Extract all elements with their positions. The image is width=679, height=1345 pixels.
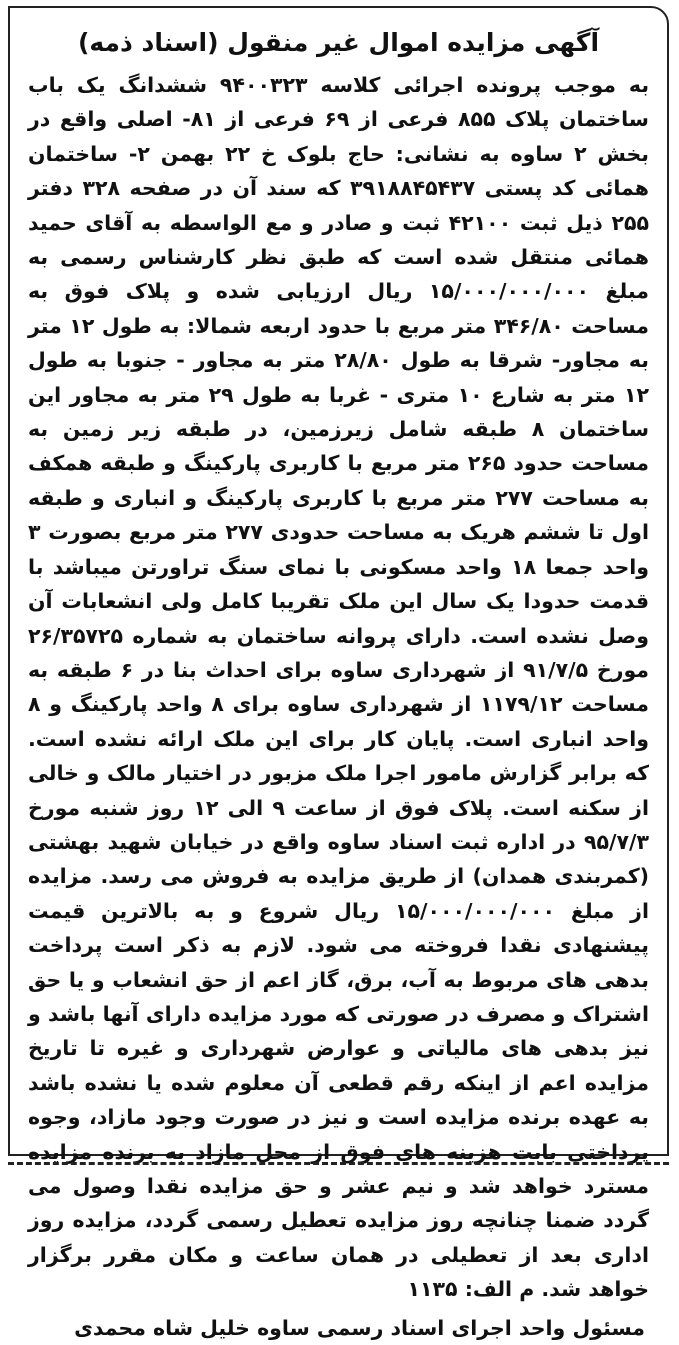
notice-body: به موجب پرونده اجرائی کلاسه ۹۴۰۰۳۲۳ ششدانگ یک باب ساختمان پلاک ۸۵۵ فرعی از ۶۹ فرعی از ۸۱- اصلی واقع در بخش ۲ ساوه به نشانی: حاج بلوک خ ۲۲ بهمن ۲- ساختمان همائی کد پستی ۳۹۱۸۸۴۵۴۳۷ که سند آن در صفحه ۳۲۸ دفتر ۲۵۵ ذیل ثبت ۴۲۱۰۰ ثبت و صادر و مع الواسطه به آقای حمید همائی منتقل شده است که طبق نظر کارشناس رسمی به مبلغ ۱۵/۰۰۰/۰۰۰/۰۰۰ ریال ارزیابی شده و پلاک فوق به مساحت ۳۴۶/۸۰ متر مربع با حدود اربعه شمالا: به طول ۱۲ متر به مجاور- شرقا به طول ۲۸/۸۰ متر به مجاور - جنوبا به طول ۱۲ متر به شارع ۱۰ متری - غربا به طول ۲۹ متر به مجاور این ساختمان ۸ طبقه شامل زیرزمین، در طبقه زیر زمین به مساحت حدود ۲۶۵ متر مربع با کاربری پارکینگ و طبقه همکف به مساحت ۲۷۷ متر مربع با کاربری پارکینگ و انباری و طبقه اول تا ششم هریک به مساحت حدودی ۲۷۷ متر مربع بصورت ۳ واحد جمعا ۱۸ واحد مسکونی با نمای سنگ تراورتن میباشد با قدمت حدودا یک سال این ملک تقریبا کامل ولی انشعابات آن وصل نشده است. دارای پروانه ساختمان به شماره ۲۶/۳۵۷۲۵ مورخ ۹۱/۷/۵ از شهرداری ساوه برای احداث بنا در ۶ طبقه به مساحت ۱۱۷۹/۱۲ از شهرداری ساوه برای ۸ واحد پارکینگ و ۸ واحد انباری است. پایان کار برای این ملک ارائه نشده است. که برابر گزارش مامور اجرا ملک مزبور در اختیار مالک و خالی از سکنه است. پلاک فوق از ساعت ۹ الی ۱۲ روز شنبه مورخ ۹۵/۷/۳ در اداره ثبت اسناد ساوه واقع در خیابان شهید بهشتی (کمربندی همدان) از طریق مزایده به فروش می رسد. مزایده از مبلغ ۱۵/۰۰۰/۰۰۰/۰۰۰ ریال شروع و به بالاترین قیمت پیشنهادی نقدا فروخته می شود. لازم به ذکر است پرداخت بدهی های مربوط به آب، برق، گاز اعم از حق انشعاب و یا حق اشتراک و مصرف در صورتی که مورد مزایده دارای آنها باشد و نیز بدهی های مالیاتی و عوارض شهرداری و غیره تا تاریخ مزایده اعم از اینکه رقم قطعی آن معلوم شده یا نشده باشد به عهده برنده مزایده است و نیز در صورت وجود مازاد، وجوه پرداختی بابت هزینه های فوق از محل مازاد به برنده مزایده مسترد خواهد شد و نیم عشر و حق مزایده نقدا وصول می گردد ضمنا چنانچه روز مزایده تعطیل رسمی گردد، مزایده روز اداری بعد از تعطیلی در همان ساعت و مکان مقرر برگزار خواهد شد. م الف: ۱۱۳۵: [28, 73, 650, 1302]
notice-signature: مسئول واحد اجرای اسناد رسمی ساوه خلیل شاه محمدی: [74, 1315, 645, 1340]
auction-notice: [8, 6, 669, 1340]
notice-title: آگهی مزایده اموال غیر منقول (اسناد ذمه): [77, 28, 600, 57]
dashed-divider: [8, 1162, 669, 1165]
